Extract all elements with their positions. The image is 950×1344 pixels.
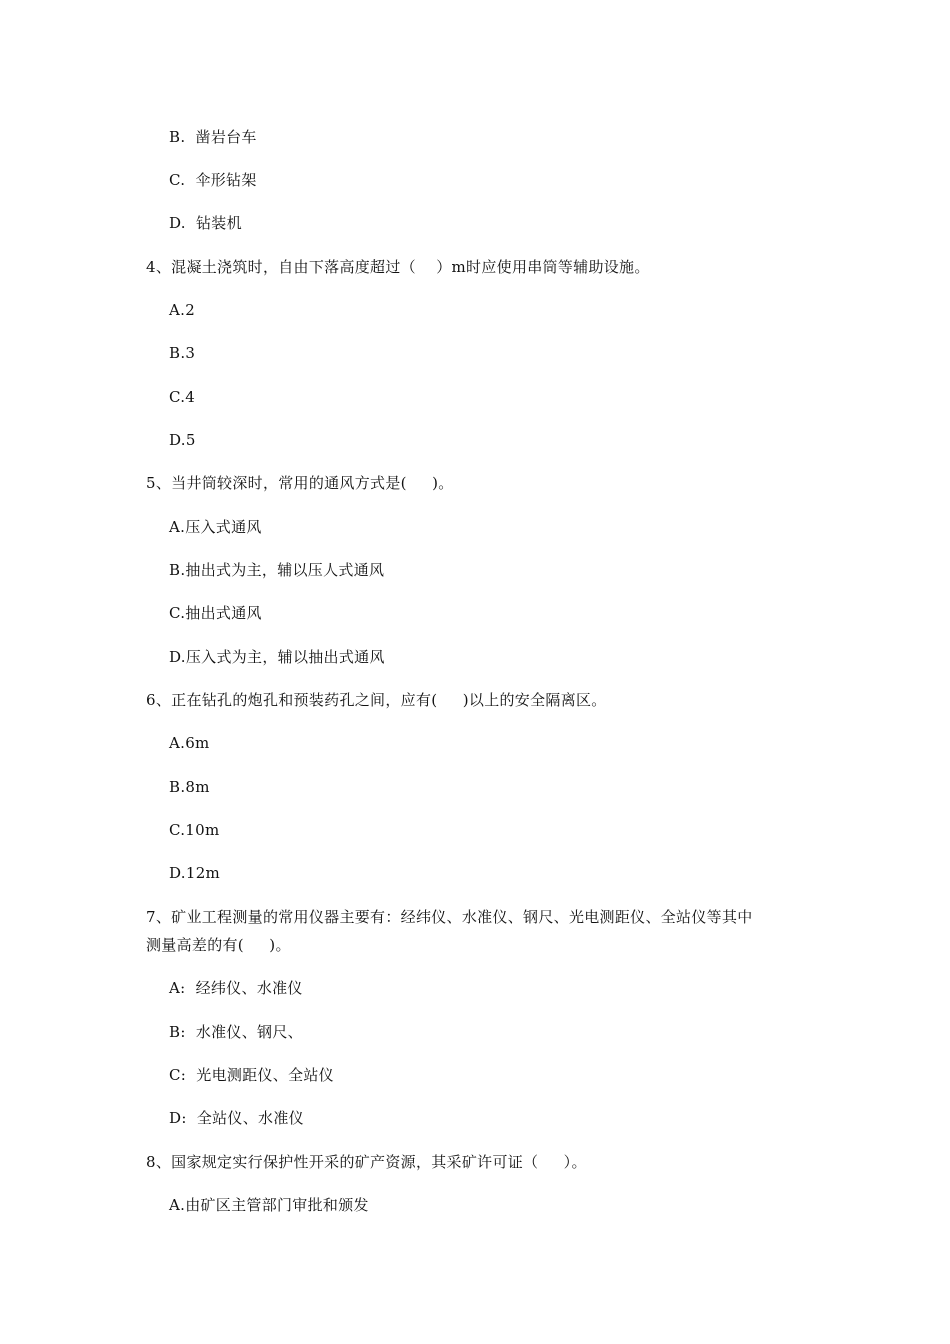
question-4: 4、混凝土浇筑时，自由下落高度超过（ ）m时应使用串筒等辅助设施。 xyxy=(146,258,650,276)
option-7c: C: 光电测距仪、全站仪 xyxy=(169,1066,334,1084)
option-5b: B.抽出式为主，辅以压人式通风 xyxy=(169,561,385,579)
option-4b: B.3 xyxy=(169,344,196,362)
option-7d: D: 全站仪、水准仪 xyxy=(169,1109,304,1127)
option-6c: C.10m xyxy=(169,821,220,839)
option-3b: B. 凿岩台车 xyxy=(169,128,257,146)
question-6: 6、正在钻孔的炮孔和预装药孔之间，应有( )以上的安全隔离区。 xyxy=(146,691,607,709)
option-5c: C.抽出式通风 xyxy=(169,604,262,622)
option-4a: A.2 xyxy=(169,301,196,319)
option-8a: A.由矿区主管部门审批和颁发 xyxy=(169,1196,369,1214)
question-7-line-2: 测量高差的有( )。 xyxy=(146,936,291,954)
option-6b: B.8m xyxy=(169,778,210,796)
option-6a: A.6m xyxy=(169,734,210,752)
option-4d: D.5 xyxy=(169,431,196,449)
option-6d: D.12m xyxy=(169,864,221,882)
question-7-line-1: 7、矿业工程测量的常用仪器主要有：经纬仪、水准仪、钢尺、光电测距仪、全站仪等其中 xyxy=(146,908,753,926)
option-3c: C. 伞形钻架 xyxy=(169,171,257,189)
question-8: 8、国家规定实行保护性开采的矿产资源，其采矿许可证（ ）。 xyxy=(146,1153,587,1171)
option-5a: A.压入式通风 xyxy=(169,518,262,536)
option-3d: D. 钻装机 xyxy=(169,214,242,232)
question-5: 5、当井筒较深时，常用的通风方式是( )。 xyxy=(146,474,454,492)
option-7a: A: 经纬仪、水准仪 xyxy=(169,979,303,997)
option-5d: D.压入式为主，辅以抽出式通风 xyxy=(169,648,385,666)
option-7b: B: 水准仪、钢尺、 xyxy=(169,1023,303,1041)
option-4c: C.4 xyxy=(169,388,196,406)
